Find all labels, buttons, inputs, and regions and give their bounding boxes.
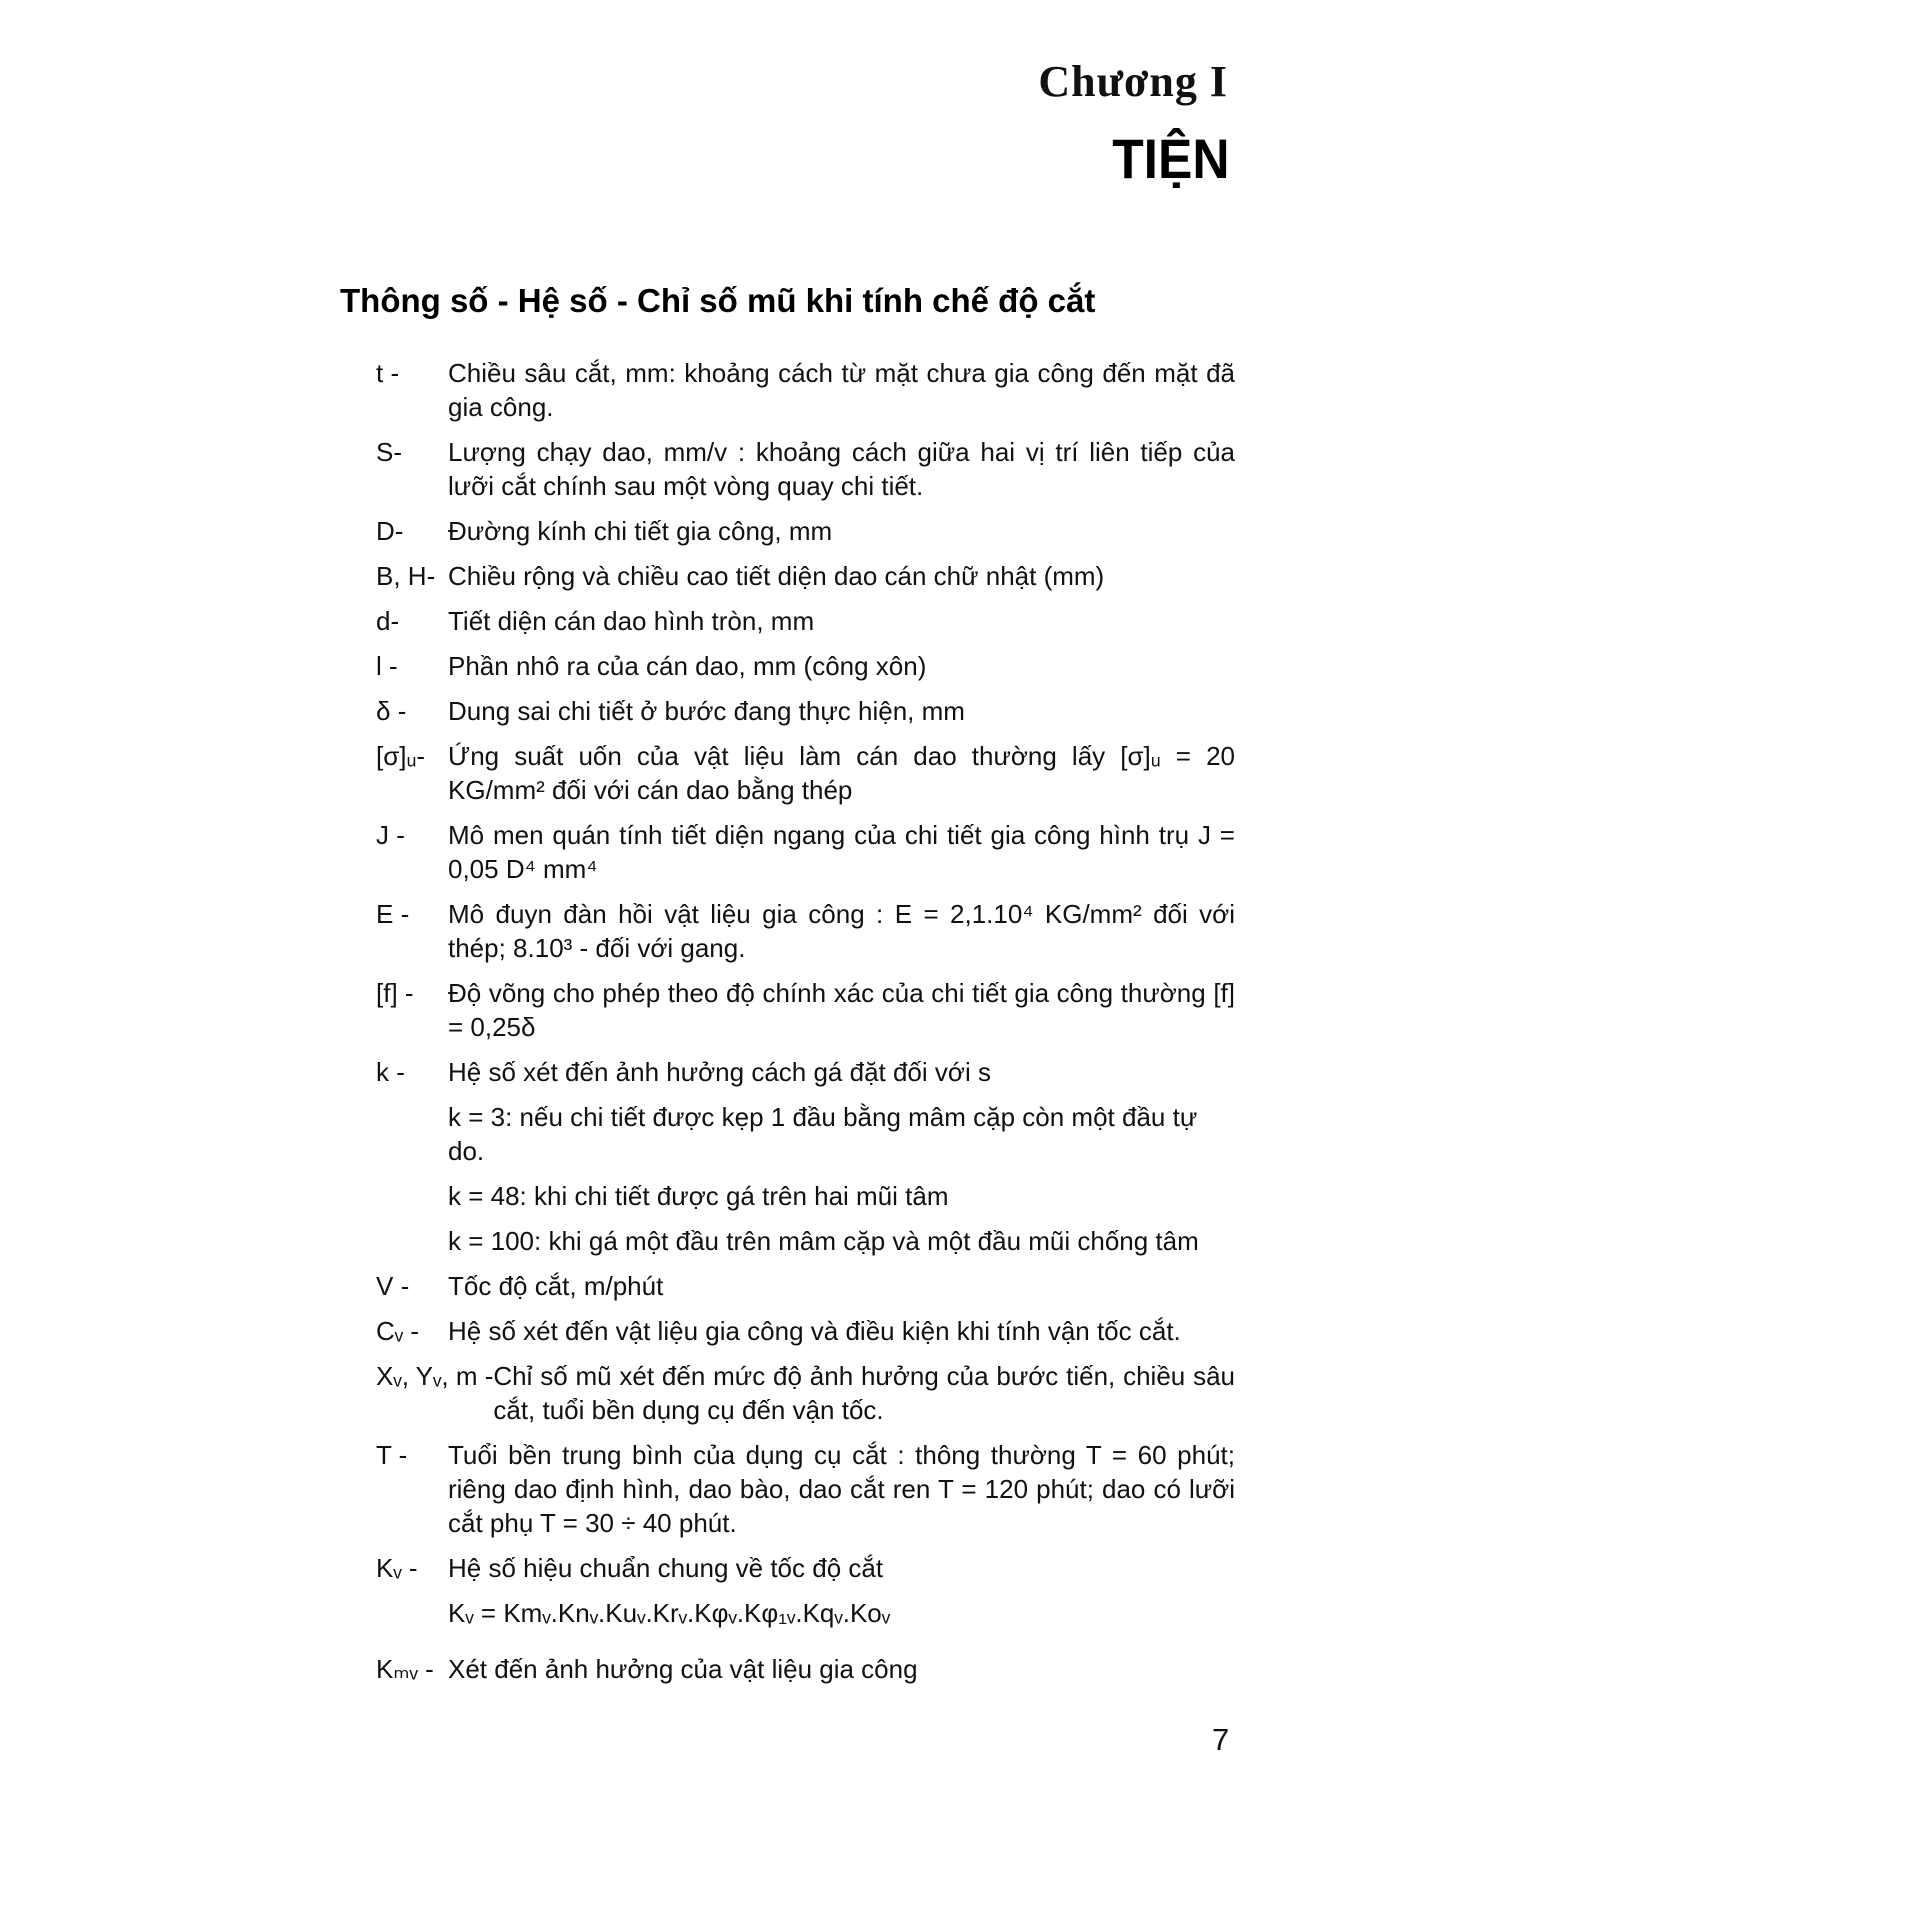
definition-item — [340, 649, 1235, 683]
definition-item — [340, 1224, 1235, 1258]
definition-term: S- — [376, 437, 402, 467]
definition-list — [340, 356, 1235, 1686]
definition-text: Chiều rộng và chiều cao tiết diện dao cán chữ nhật (mm) — [448, 561, 1105, 591]
chapter-title: TIỆN — [1112, 127, 1230, 190]
definition-text: Lượng chạy dao, mm/v : khoảng cách giữa hai vị trí liên tiếp của lưỡi cắt chính sau một vòng quay chi tiết. — [448, 437, 1235, 501]
section-heading: Thông số - Hệ số - Chỉ số mũ khi tính chế độ cắt — [340, 282, 1096, 319]
definition-item — [340, 559, 1235, 593]
definition-text: Tiết diện cán dao hình tròn, mm — [448, 606, 815, 636]
definition-item — [340, 1055, 1235, 1089]
definition-term: V - — [376, 1271, 410, 1301]
definition-text: Hệ số xét đến vật liệu gia công và điều kiện khi tính vận tốc cắt. — [448, 1316, 1181, 1346]
definition-text: Chiều sâu cắt, mm: khoảng cách từ mặt chưa gia công đến mặt đã gia công. — [448, 358, 1235, 422]
definition-term: δ - — [376, 696, 407, 726]
definition-term: Kᵥ - — [376, 1553, 418, 1583]
definition-text: Dung sai chi tiết ở bước đang thực hiện, mm — [448, 696, 965, 726]
definition-text: Kᵥ = Kmᵥ.Knᵥ.Kuᵥ.Krᵥ.Kφᵥ.Kφ₁ᵥ.Kqᵥ.Koᵥ — [448, 1598, 891, 1628]
definition-term: d- — [376, 606, 400, 636]
definition-text: Phần nhô ra của cán dao, mm (công xôn) — [448, 651, 927, 681]
definition-term: Kₘᵥ - — [376, 1654, 434, 1684]
definition-term: T - — [376, 1440, 408, 1470]
definition-text: Ứng suất uốn của vật liệu làm cán dao thường lấy [σ]ᵤ = 20 KG/mm² đối với cán dao bằng thép — [448, 741, 1235, 805]
definition-text: Hệ số xét đến ảnh hưởng cách gá đặt đối với s — [448, 1057, 991, 1087]
page-content — [340, 282, 1235, 1697]
definition-item — [340, 1100, 1235, 1168]
definition-item — [340, 356, 1235, 424]
definition-term: t - — [376, 358, 400, 388]
definition-text: Hệ số hiệu chuẩn chung về tốc độ cắt — [448, 1553, 884, 1583]
definition-item — [340, 739, 1235, 807]
definition-term: J - — [376, 820, 405, 850]
definition-text: k = 48: khi chi tiết được gá trên hai mũi tâm — [448, 1181, 949, 1211]
definition-text: Xét đến ảnh hưởng của vật liệu gia công — [448, 1654, 918, 1684]
definition-text: k = 3: nếu chi tiết được kẹp 1 đầu bằng mâm cặp còn một đầu tự do. — [448, 1102, 1198, 1166]
definition-term: k - — [376, 1057, 405, 1087]
definition-term: [f] - — [376, 978, 414, 1008]
definition-text: Độ võng cho phép theo độ chính xác của chi tiết gia công thường [f] = 0,25δ — [448, 978, 1235, 1042]
definition-item — [340, 1438, 1235, 1540]
definition-item — [340, 1179, 1235, 1213]
definition-item — [340, 435, 1235, 503]
definition-item — [340, 1551, 1235, 1585]
definition-term: Cᵥ - — [376, 1316, 420, 1346]
definition-item — [340, 514, 1235, 548]
definition-item — [340, 1269, 1235, 1303]
definition-text: Tuổi bền trung bình của dụng cụ cắt : thông thường T = 60 phút; riêng dao định hình, dao bào, dao cắt ren T = 120 phút; dao có lưỡi cắt phụ T = 30 ÷ 40 phút. — [448, 1440, 1235, 1538]
definition-term: [σ]ᵤ- — [376, 741, 426, 771]
definition-term: D- — [376, 516, 404, 546]
definition-term: Xᵥ, Yᵥ, m - — [376, 1361, 494, 1391]
definition-item — [340, 1314, 1235, 1348]
definition-text: Tốc độ cắt, m/phút — [448, 1271, 664, 1301]
definition-text: k = 100: khi gá một đầu trên mâm cặp và một đầu mũi chống tâm — [448, 1226, 1199, 1256]
definition-text: Mô men quán tính tiết diện ngang của chi tiết gia công hình trụ J = 0,05 D⁴ mm⁴ — [448, 820, 1235, 884]
definition-term: l - — [376, 651, 398, 681]
definition-item — [340, 694, 1235, 728]
definition-text: Mô đuyn đàn hồi vật liệu gia công : E = 2,1.10⁴ KG/mm² đối với thép; 8.10³ - đối với gang. — [448, 899, 1235, 963]
page-number: 7 — [1212, 1722, 1230, 1757]
definition-item — [340, 1596, 1235, 1630]
chapter-label: Chương I — [1038, 57, 1228, 106]
definition-item — [340, 818, 1235, 886]
definition-term: B, H- — [376, 561, 436, 591]
definition-text: Chỉ số mũ xét đến mức độ ảnh hưởng của bước tiến, chiều sâu cắt, tuổi bền dụng cụ đến vận tốc. — [493, 1361, 1235, 1425]
definition-item — [340, 1652, 1235, 1686]
definition-item — [340, 976, 1235, 1044]
definition-item — [340, 604, 1235, 638]
definition-term: E - — [376, 899, 410, 929]
definition-text: Đường kính chi tiết gia công, mm — [448, 516, 833, 546]
definition-item — [340, 1359, 1235, 1427]
definition-item — [340, 897, 1235, 965]
